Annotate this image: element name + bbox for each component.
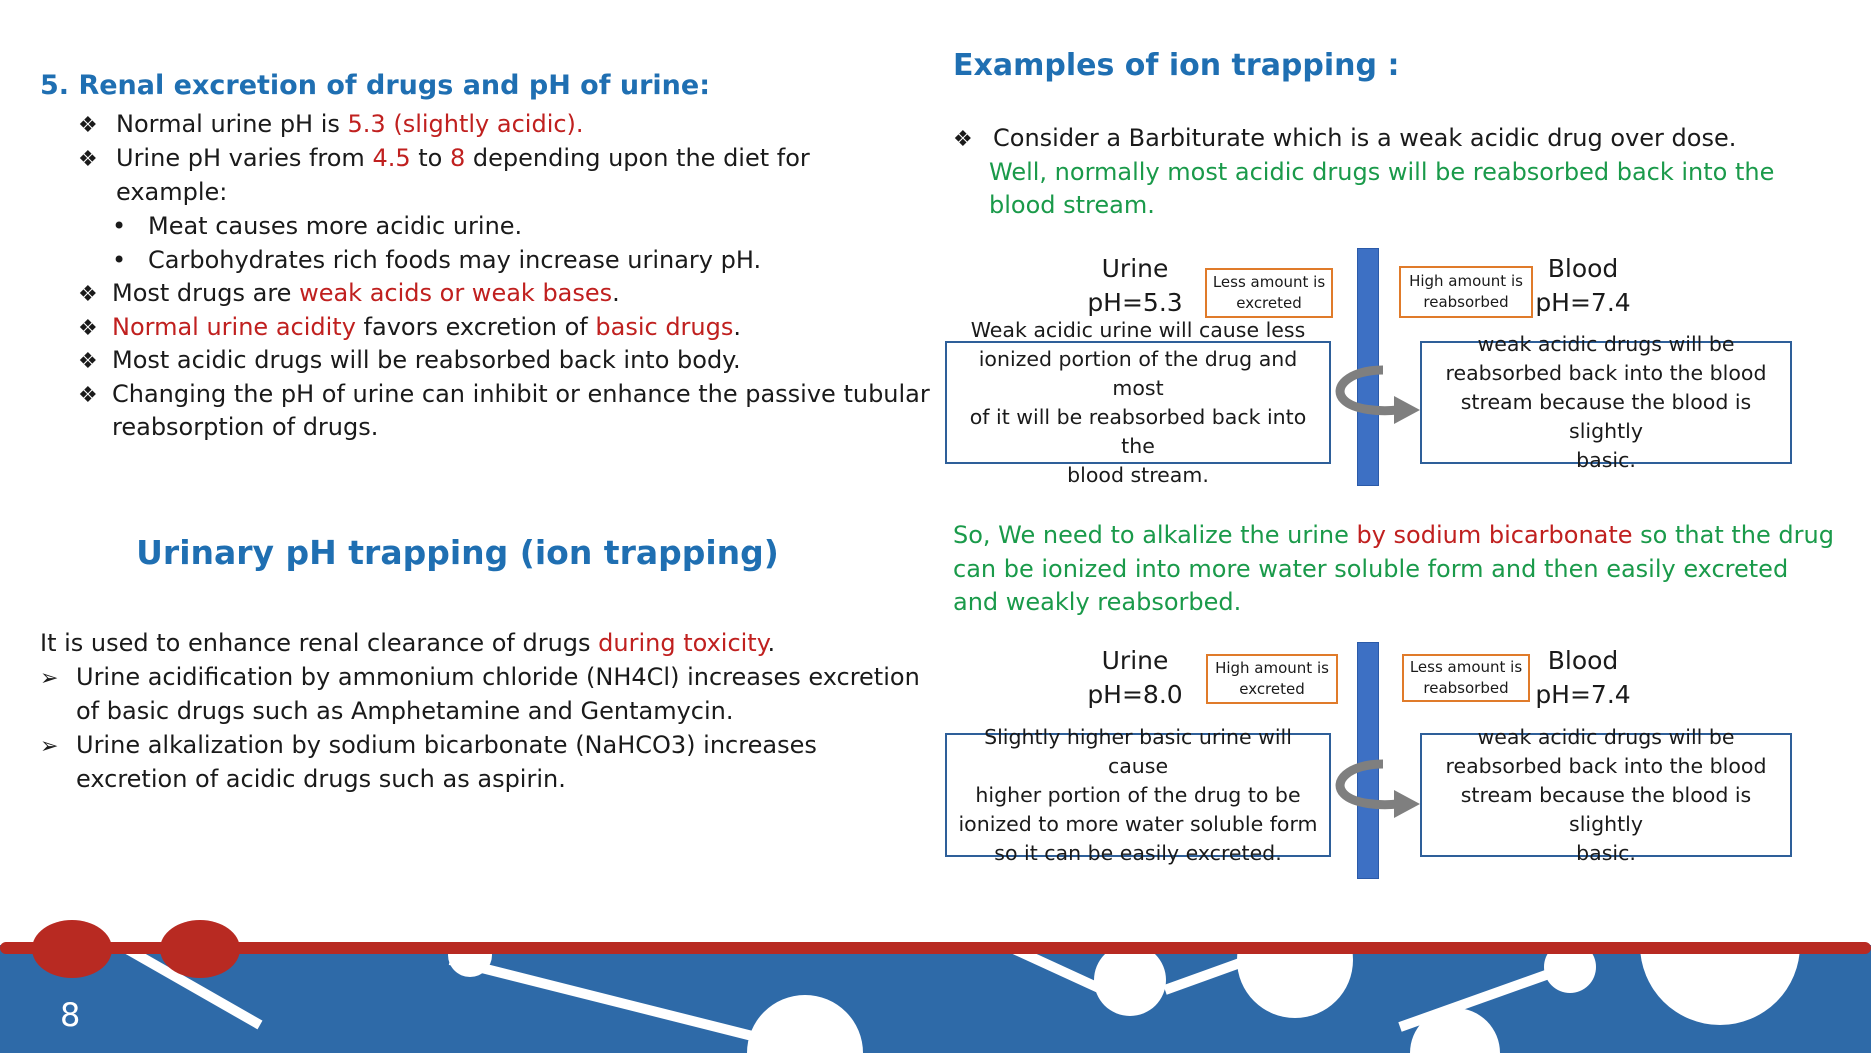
trapping-intro: It is used to enhance renal clearance of drugs during toxicity. (40, 629, 776, 657)
urine-label: Urine (1101, 646, 1169, 675)
diamond-bullet-icon: ❖ (953, 127, 973, 152)
arrow-bullet-alkalization-cont: excretion of acidic drugs such as aspirin. (76, 765, 566, 793)
trapping-title: Urinary pH trapping (ion trapping) (136, 533, 779, 572)
tag-high-reabsorbed: High amount is reabsorbed (1399, 266, 1533, 318)
bullet-ph-range: ❖ Urine pH varies from 4.5 to 8 depending upon the diet for (78, 141, 810, 177)
urine-explanation-box: Weak acidic urine will cause less ionized portion of the drug and most of it will be reabsorbed back into the blood stream. (945, 341, 1331, 464)
bullet-normal-ph: ❖ Normal urine pH is 5.3 (slightly acidic). (78, 107, 584, 143)
arrow-bullet-icon: ➢ (40, 734, 59, 759)
urine-explanation-box: Slightly higher basic urine will cause higher portion of the drug to be ionized to more water soluble form so it can be easily excreted. (945, 733, 1331, 857)
page-number: 8 (60, 996, 81, 1034)
sub-bullet-meat: • Meat causes more acidic urine. (112, 212, 523, 240)
arrow-bullet-icon: ➢ (40, 666, 59, 691)
bullet-acidic-reabsorbed: ❖ Most acidic drugs will be reabsorbed back into body. (78, 343, 741, 379)
urine-label: Urine (1101, 254, 1169, 283)
footer-decoration (0, 915, 1871, 1053)
diamond-bullet-icon: ❖ (78, 282, 98, 307)
arrow-bullet-acidification-cont: of basic drugs such as Amphetamine and Gentamycin. (76, 697, 734, 725)
tag-high-excreted: High amount is excreted (1206, 654, 1338, 704)
blood-label: Blood (1547, 254, 1619, 283)
blood-explanation-box: weak acidic drugs will be reabsorbed back into the blood stream because the blood is slightly basic. (1420, 341, 1792, 464)
urine-ph-label: pH=8.0 (1087, 680, 1183, 709)
bullet-consider-barbiturate: ❖ Consider a Barbiturate which is a weak acidic drug over dose. (953, 121, 1736, 157)
tag-less-reabsorbed: Less amount is reabsorbed (1402, 654, 1530, 702)
blood-ph-label: pH=7.4 (1535, 680, 1631, 709)
alkalize-note-line3: and weakly reabsorbed. (953, 588, 1242, 616)
bullet-weak-acids: ❖ Most drugs are weak acids or weak bases. (78, 276, 620, 312)
curved-arrow-icon (1328, 362, 1424, 432)
diamond-bullet-icon: ❖ (78, 316, 98, 341)
green-note-line1: Well, normally most acidic drugs will be reabsorbed back into the (989, 158, 1775, 186)
diamond-bullet-icon: ❖ (78, 113, 98, 138)
alkalize-note-line2: can be ionized into more water soluble form and then easily excreted (953, 555, 1789, 583)
bullet-changing-ph: ❖ Changing the pH of urine can inhibit or enhance the passive tubular (78, 377, 930, 413)
section-title: 5. Renal excretion of drugs and pH of urine: (40, 70, 711, 101)
arrow-bullet-alkalization: ➢ Urine alkalization by sodium bicarbonate (NaHCO3) increases (40, 728, 817, 764)
alkalize-note-line1: So, We need to alkalize the urine by sodium bicarbonate so that the drug (953, 521, 1834, 549)
tag-less-excreted: Less amount is excreted (1205, 268, 1333, 318)
urine-ph-label: pH=5.3 (1087, 288, 1183, 317)
bullet-changing-ph-cont: reabsorption of drugs. (112, 413, 379, 441)
diamond-bullet-icon: ❖ (78, 383, 98, 408)
blood-explanation-box: weak acidic drugs will be reabsorbed back into the blood stream because the blood is slightly basic. (1420, 733, 1792, 857)
bullet-normal-acidity: ❖ Normal urine acidity favors excretion of basic drugs. (78, 310, 741, 346)
examples-title: Examples of ion trapping : (953, 48, 1400, 83)
diamond-bullet-icon: ❖ (78, 349, 98, 374)
blood-label: Blood (1547, 646, 1619, 675)
green-note-line2: blood stream. (989, 191, 1155, 219)
bullet-ph-range-cont: example: (116, 178, 228, 206)
sub-bullet-carbs: • Carbohydrates rich foods may increase urinary pH. (112, 246, 762, 274)
blood-ph-label: pH=7.4 (1535, 288, 1631, 317)
diamond-bullet-icon: ❖ (78, 147, 98, 172)
arrow-bullet-acidification: ➢ Urine acidification by ammonium chloride (NH4Cl) increases excretion (40, 660, 920, 696)
curved-arrow-icon (1328, 756, 1424, 826)
